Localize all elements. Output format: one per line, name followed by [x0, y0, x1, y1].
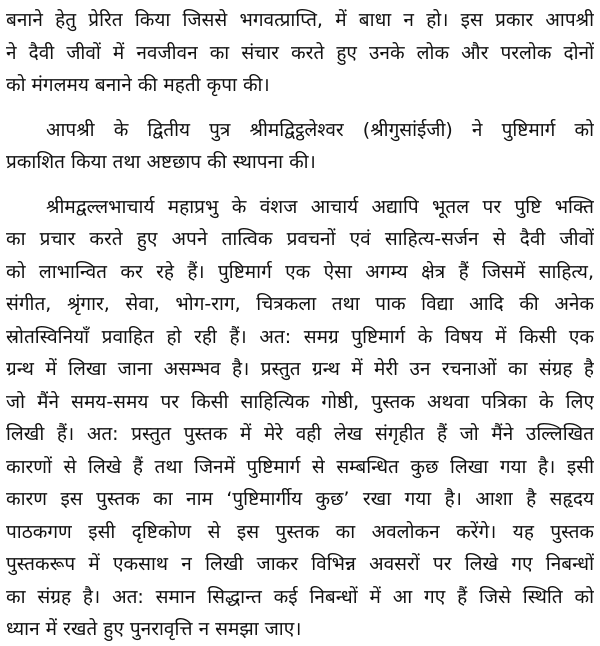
- text-line: संगीत, श्रृंगार, सेवा, भोग-राग, चित्रकला तथा पाक विद्या आदि की अनेक: [6, 293, 594, 315]
- paragraph-3: [6, 191, 594, 646]
- text-line: श्रीमद्वल्लभाचार्य महाप्रभु के वंशज आचार्य अद्यापि भूतल पर पुष्टि भक्ति: [46, 195, 594, 218]
- paragraph-2: [6, 114, 594, 179]
- text-line: का संग्रह है। अत: समान सिद्धान्त कई निबन्धों में आ गए हैं जिसे स्थिति को: [6, 585, 594, 608]
- text-line: ध्यान में रखते हुए पुनरावृत्ति न समझा जाए।: [6, 618, 302, 640]
- text-line: ने दैवी जीवों में नवजीवन का संचार करते हुए उनके लोक और परलोक दोनों: [6, 41, 594, 64]
- text-line: कारणों से लिखे हैं तथा जिनमें पुष्टिमार्ग से सम्बन्धित कुछ लिखा गया है। इसी: [6, 455, 594, 478]
- text-line: कारण इस पुस्तक का नाम ‘पुष्टिमार्गीय कुछ’ रखा गया है। आशा है सहृदय: [6, 488, 594, 510]
- text-line: पाठकगण इसी दृष्टिकोण से इस पुस्तक का अवलोकन करेंगे। यह पुस्तक: [6, 520, 594, 543]
- text-line: लिखी हैं। अत: प्रस्तुत पुस्तक में मेरे वही लेख संगृहीत हैं जो मैंने उल्लिखित: [6, 423, 594, 445]
- text-line: का प्रचार करते हुए अपने तात्विक प्रवचनों एवं साहित्य-सर्जन से दैवी जीवों: [6, 228, 594, 250]
- paragraph-spacer: [6, 179, 594, 191]
- text-line: पुस्तकरूप में एकसाथ न लिखी जाकर विभिन्न अवसरों पर लिखे गए निबन्धों: [6, 553, 594, 575]
- text-line: बनाने हेतु प्रेरित किया जिससे भगवत्प्राप्ति, में बाधा न हो। इस प्रकार आपश्री: [6, 9, 594, 31]
- paragraph-1: [6, 4, 594, 102]
- text-line: स्रोतस्विनियाँ प्रवाहित हो रही हैं। अत: समग्र पुष्टिमार्ग के विषय में किसी एक: [6, 325, 594, 348]
- text-line: ग्रन्थ में लिखा जाना असम्भव है। प्रस्तुत ग्रन्थ में मेरी उन रचनाओं का संग्रह है: [6, 358, 594, 380]
- text-line: प्रकाशित किया तथा अष्टछाप की स्थापना की।: [6, 151, 316, 173]
- text-line: जो मैंने समय-समय पर किसी साहित्यिक गोष्ठी, पुस्तक अथवा पत्रिका के लिए: [6, 390, 594, 413]
- paragraph-spacer: [6, 102, 594, 114]
- text-line: आपश्री के द्वितीय पुत्र श्रीमद्विट्ठलेश्वर (श्रीगुसांईजी) ने पुष्टिमार्ग को: [46, 118, 594, 141]
- text-line: को मंगलमय बनाने की महती कृपा की।: [6, 74, 270, 96]
- text-line: को लाभान्वित कर रहे हैं। पुष्टिमार्ग एक ऐसा अगम्य क्षेत्र हैं जिसमें साहित्य,: [6, 260, 594, 283]
